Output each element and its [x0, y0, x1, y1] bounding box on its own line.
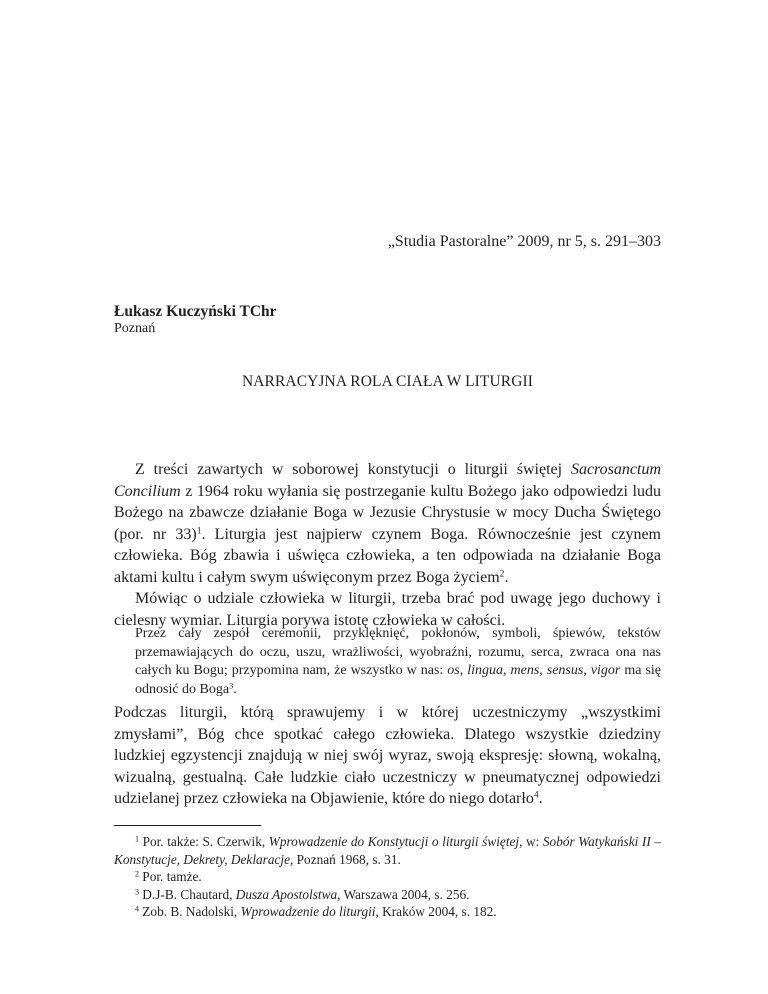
footnote-3-text-b: , Warszawa 2004, s. 256.: [337, 886, 470, 902]
footnote-ref-3: 3: [229, 680, 234, 690]
author-affiliation-city: Poznań: [114, 321, 156, 336]
block-quote: [135, 625, 661, 699]
quote-italic-os: os: [447, 663, 460, 678]
paragraph-3-text-b: .: [538, 790, 543, 807]
quote-separator: ,: [503, 663, 511, 678]
footnote-4-number: 4: [135, 905, 139, 914]
main-text-block-2: [114, 702, 661, 810]
footnote-ref-4: 4: [533, 789, 539, 801]
footnote-1: [114, 833, 661, 868]
author-name: Łukasz Kuczyński TChr: [114, 303, 277, 320]
paragraph-1-text-b: z 1964 roku wyłania się postrzeganie kultu Bożego jako odpowiedzi ludu Bożego na zbawcze działanie Boga w Jezusie Chrystusie w mocy Ducha Świętego (por. nr 33): [114, 482, 661, 543]
main-text-block-1: [114, 459, 661, 631]
paragraph-1: [114, 459, 661, 588]
footnote-2-number: 2: [135, 869, 139, 879]
footnote-1-italic-a: Wprowadzenie do Konstytucji o liturgii świętej: [268, 834, 520, 849]
footnote-3-italic: Dusza Apostolstwa: [235, 886, 338, 902]
quote-separator: ,: [583, 663, 591, 678]
paragraph-3: [114, 702, 661, 810]
quote-text-a: Przez cały zespół ceremonii, przyklęknięć, pokłonów, symboli, śpiewów, tekstów przemawiających do oczu, uszu, wrażliwości, wyobraźni, rozumu, serca, zwraca ona nas całych ku Bogu; przypomina nam, że wszystko w nas:: [135, 626, 661, 678]
paragraph-2: Mówiąc o udziale człowieka w liturgii, trzeba brać pod uwagę jego duchowy i cielesny wymiar. Liturgia porywa istotę człowieka w całości.: [114, 590, 661, 629]
quote-italic-lingua: lingua: [467, 663, 504, 678]
quote-separator: ,: [459, 663, 468, 678]
footnote-3: [114, 886, 661, 904]
footnote-1-number: 1: [135, 834, 139, 844]
footnote-3-number: 3: [135, 887, 139, 897]
footnote-1-italic-b: Sobór Watykański II – Konstytucje, Dekrety, Deklaracje: [114, 834, 661, 867]
quote-text-c: .: [233, 681, 237, 697]
footnote-2: [114, 868, 661, 886]
footnote-4-text-a: Zob. B. Nadolski,: [138, 904, 241, 920]
paragraph-3-text-a: Podczas liturgii, którą sprawujemy i w której uczestniczymy „wszystkimi zmysłami”, Bóg chce spotkać całego człowieka. Dlatego wszystkie dziedziny ludzkiej egzystencji znajdują w niej swój wyraz, swoją ekspresję: słowną, wokalną, wizualną, gestualną. Całe ludzkie ciało uczestniczy w pneumatycznej odpowiedzi udzielanej przez człowieka na Objawienie, które do niego dotarło: [114, 704, 661, 807]
footnote-1-text-a: Por. także: S. Czerwik,: [138, 834, 269, 849]
footnote-1-text-c: , Poznań 1968, s. 31.: [290, 851, 401, 867]
paragraph-1-italic-title: Sacrosanctum Concilium: [114, 461, 661, 500]
footnote-ref-2: 2: [499, 568, 505, 580]
footnote-4: [114, 903, 661, 921]
footnote-1-text-b: , w:: [519, 834, 543, 849]
footnote-3-text-a: D.J-B. Chautard,: [138, 886, 236, 902]
footnotes: [114, 833, 661, 921]
journal-reference: „Studia Pastoralne” 2009, nr 5, s. 291–303: [387, 233, 661, 250]
quote-separator: ,: [539, 663, 547, 678]
footnote-separator-rule: [114, 825, 261, 826]
footnote-4-text-b: , Kraków 2004, s. 182.: [375, 904, 497, 920]
quote-italic-vigor: vigor: [590, 663, 621, 678]
paragraph-1-text-a: Z treści zawartych w soborowej konstytucji o liturgii świętej: [135, 461, 571, 478]
footnote-2-text: Por. tamże.: [138, 869, 202, 885]
paragraph-1-text-c: . Liturgia jest najpierw czynem Boga. Równocześnie jest czynem człowieka. Bóg zbawia i uświęca człowieka, a ten odpowiada na działanie Boga aktami kultu i całym swym uświęconym przez Boga życiem: [114, 525, 661, 586]
article-title: NARRACYJNA ROLA CIAŁA W LITURGII: [241, 373, 534, 390]
footnote-ref-1: 1: [196, 525, 202, 537]
quote-italic-sensus: sensus: [546, 663, 584, 678]
footnote-4-italic: Wprowadzenie do liturgii: [240, 904, 376, 920]
quote-italic-mens: mens: [510, 663, 540, 678]
quote-text-b: ma się odnosić do Boga: [135, 663, 661, 697]
paragraph-1-text-d: .: [504, 568, 509, 586]
